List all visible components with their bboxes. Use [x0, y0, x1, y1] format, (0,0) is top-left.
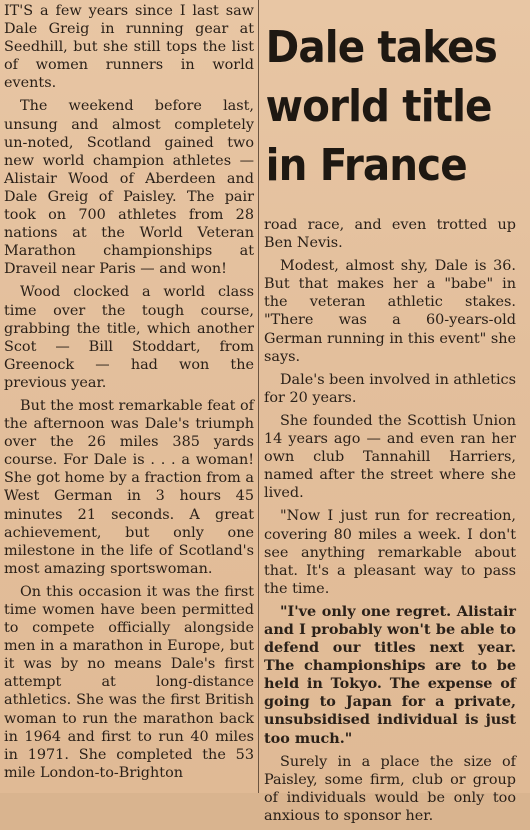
paragraph: "Now I just run for recreation, covering 80 miles a week. I don't see anything remarkable about that. It's a pleasant way to pass the time. [264, 508, 516, 597]
headline [262, 0, 505, 214]
paragraph: IT'S a few years since I last saw Dale Greig in running gear at Seedhill, but she still tops the list of women runners in world events. [4, 3, 254, 92]
headline-line-2: world title [265, 81, 492, 132]
headline-line-1: Dale takes [265, 22, 497, 73]
paragraph: But the most remarkable feat of the afternoon was Dale's triumph over the 26 miles 385 yards course. For Dale is . . . a woman! She got home by a fraction from a West German in 3 hours 45 minutes 21 seconds. A great achievement, but only one milestone in the life of Scotland's most amazing sportswoman. [4, 397, 254, 577]
paragraph: Modest, almost shy, Dale is 36. But that makes her a "babe" in the veteran athletic stakes. "There was a 60-years-old German running in this event" she says. [264, 258, 516, 365]
quote-paragraph: "I've only one regret. Alistair and I probably won't be able to defend our titles next year. The championships are to be held in Tokyo. The expense of going to Japan for a private, unsubsidised individual is just too much." [264, 602, 516, 747]
headline-line-3: in France [265, 140, 467, 191]
left-column [4, 2, 254, 787]
paragraph: Wood clocked a world class time over the tough course, grabbing the title, which another Scot — Bill Stoddart, from Greenock — had won the previous year. [4, 284, 254, 391]
paragraph: She founded the Scottish Union 14 years ago — and even ran her own club Tannahill Harriers, named after the street where she lived. [264, 412, 516, 502]
paragraph: Surely in a place the size of Paisley, some firm, club or group of individuals would be only too anxious to sponsor her. [264, 753, 516, 824]
paragraph: The weekend before last, unsung and almost completely un-noted, Scotland gained two new world champion athletes — Alistair Wood of Aberdeen and Dale Greig of Paisley. The pair took on 700 athletes from 28 nations at the World Veteran Marathon championships at Draveil near Paris — and won! [4, 98, 254, 278]
paragraph: On this occasion it was the first time women have been permitted to compete officially alongside men in a marathon in Europe, but it was by no means Dale's first attempt at long-distance athletics. She was the first British woman to run the marathon back in 1964 and first to run 40 miles in 1971. She completed the 53 mile London-to-Brighton [4, 583, 254, 781]
paragraph: road race, and even trotted up Ben Nevis. [264, 217, 516, 252]
paragraph: Dale's been involved in athletics for 20 years. [264, 371, 516, 406]
column-divider [258, 0, 259, 793]
right-column [264, 216, 516, 830]
